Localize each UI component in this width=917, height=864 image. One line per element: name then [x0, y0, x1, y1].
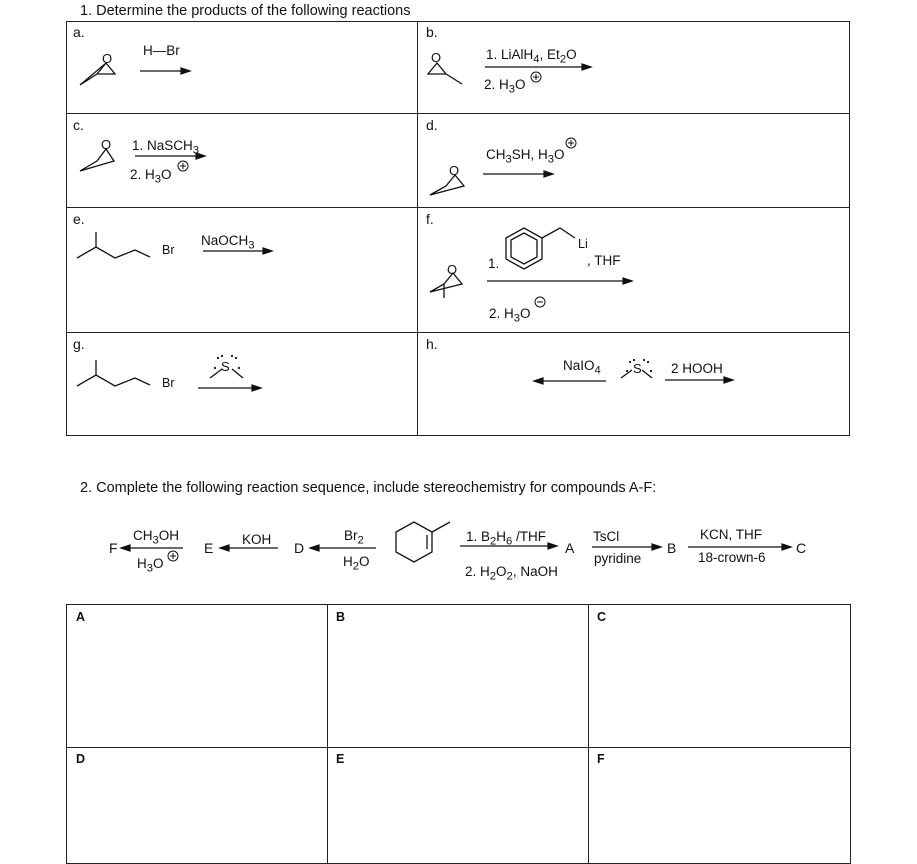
- cell-label-d: d.: [426, 117, 438, 133]
- reagent-h-oxidant: NaIO$_4$: [563, 358, 601, 377]
- lithium-f: Li: [578, 237, 588, 251]
- cell-label-a: a.: [73, 24, 85, 40]
- bromine-g: Br: [162, 376, 175, 390]
- oxygen-atom-c: O: [101, 137, 112, 152]
- reagent-e-step: KOH: [242, 532, 272, 547]
- sulfur-h: S: [633, 361, 642, 376]
- answer-box-E[interactable]: E: [336, 752, 345, 766]
- epoxide-structure-d: [430, 175, 464, 195]
- answer-box-C[interactable]: C: [597, 610, 607, 624]
- reagent-c-step2: 2. $H_3O$: [130, 167, 172, 186]
- alkyl-bromide-g: [77, 360, 150, 386]
- answer-box-D[interactable]: D: [76, 752, 86, 766]
- reagent-f-top: $CH_3OH$: [133, 528, 180, 547]
- reagent-f-bottom: $H_3O$: [137, 556, 164, 575]
- cell-label-c: c.: [73, 117, 84, 133]
- q2-answer-grid: [66, 604, 851, 864]
- methylcyclohexene-structure: [396, 522, 450, 562]
- epoxide-structure-b: [428, 63, 462, 84]
- grid-divider: [588, 604, 589, 864]
- sulfur-g: S: [221, 359, 230, 374]
- benzyl-lithium-f: [506, 228, 575, 269]
- oxygen-atom-a: O: [102, 51, 113, 66]
- reagent-b-step1: 1. LiAlH$_4$, $Et_2O$: [486, 47, 577, 66]
- grid-divider: [327, 604, 328, 864]
- cell-label-h: h.: [426, 336, 438, 352]
- reagent-f-step2: 2. $H_3O$: [489, 306, 531, 325]
- reagent-b-step2: 2. $H_3O$: [484, 77, 526, 96]
- reagent-c-step1: 1. NaSCH$_3$: [132, 138, 200, 157]
- epoxide-structure-a: [80, 63, 115, 85]
- reagent-h-peroxide: 2 HOOH: [671, 361, 723, 376]
- compound-C: C: [796, 540, 807, 556]
- cell-label-e: e.: [73, 211, 85, 227]
- reagent-c-bottom: 18-crown-6: [698, 550, 766, 565]
- reagent-d-bottom: $H_2O$: [343, 554, 370, 573]
- oxygen-atom-d: O: [449, 163, 460, 178]
- solvent-f: , THF: [587, 253, 621, 268]
- reagent-b-bottom: pyridine: [594, 551, 642, 566]
- reagent-d-top: $Br_2$: [344, 528, 364, 547]
- bromine-e: Br: [162, 243, 175, 257]
- reagent-d: $CH_3SH$, $H_3O$: [486, 147, 565, 166]
- oxygen-atom-f: O: [447, 262, 458, 277]
- compound-F: F: [109, 540, 118, 556]
- cell-label-f: f.: [426, 211, 434, 227]
- reagent-e: NaOCH$_3$: [201, 233, 255, 252]
- reagent-b-top: TsCl: [593, 529, 620, 544]
- answer-box-F[interactable]: F: [597, 752, 605, 766]
- oxygen-atom-b: O: [431, 50, 442, 65]
- question-1-heading: 1. Determine the products of the following reactions: [80, 3, 411, 19]
- epoxide-structure-f: [430, 273, 462, 298]
- answer-box-A[interactable]: A: [76, 610, 86, 624]
- question-2-heading: 2. Complete the following reaction sequence, include stereochemistry for compounds A-F:: [80, 480, 657, 496]
- reagent-a-top: 1. $B_2H_6$ /THF: [466, 529, 547, 548]
- compound-B: B: [667, 540, 677, 556]
- answer-box-B[interactable]: B: [336, 610, 346, 624]
- compound-D: D: [294, 540, 305, 556]
- grid-divider: [66, 747, 851, 748]
- cell-label-b: b.: [426, 24, 438, 40]
- reagent-f-step1: 1.: [488, 256, 500, 271]
- reagent-a-bottom: 2. $H_2O_2$, NaOH: [465, 564, 558, 583]
- cell-label-g: g.: [73, 336, 85, 352]
- epoxide-structure-c: [80, 149, 114, 171]
- compound-E: E: [204, 540, 214, 556]
- alkyl-bromide-e: [77, 232, 150, 258]
- reagent-a: H—Br: [143, 43, 180, 58]
- reagent-c-top: KCN, THF: [700, 527, 763, 542]
- compound-A: A: [565, 540, 575, 556]
